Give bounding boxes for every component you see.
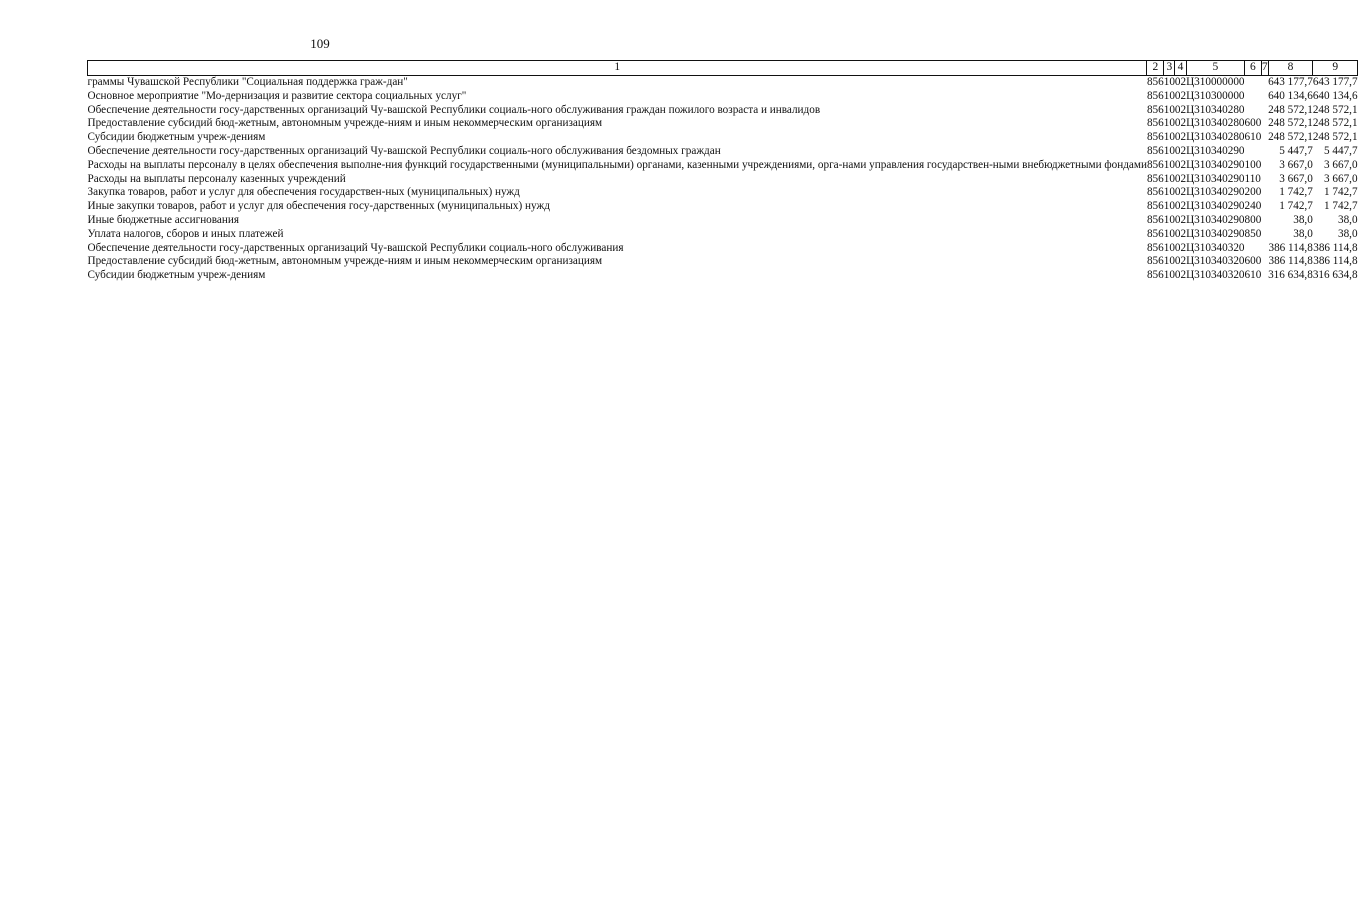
expense-type-code xyxy=(1245,76,1262,90)
col7-value xyxy=(1261,269,1268,283)
ministry-code: 856 xyxy=(1146,117,1164,130)
target-article-code: Ц310340320 xyxy=(1186,269,1245,282)
subsection-code: 02 xyxy=(1174,255,1187,268)
subsection-code: 02 xyxy=(1174,158,1187,171)
expense-type-code: 610 xyxy=(1244,269,1262,282)
expense-type-code: 610 xyxy=(1244,131,1262,144)
expense-type-code xyxy=(1245,242,1262,256)
col7-value xyxy=(1261,131,1268,145)
subsection-code: 02 xyxy=(1174,144,1187,157)
row-name: Предоставление субсидий бюд-жетным, автономным учрежде-ниям и иным некоммерческим организациям xyxy=(87,117,603,130)
col8-amount: 3 667,0 xyxy=(1279,172,1313,185)
header-col-2: 2 xyxy=(1147,61,1164,76)
col8-amount: 386 114,8 xyxy=(1268,241,1313,254)
section-code: 10 xyxy=(1163,172,1175,185)
table-row xyxy=(88,117,1358,131)
target-article-code: Ц310340280 xyxy=(1186,103,1245,116)
col9-amount: 38,0 xyxy=(1337,227,1358,240)
col7-value xyxy=(1261,228,1268,242)
target-article-code: Ц310340280 xyxy=(1186,117,1245,130)
col9-amount: 1 742,7 xyxy=(1324,200,1358,213)
table-row xyxy=(88,255,1358,269)
target-article-code: Ц310300000 xyxy=(1186,89,1245,102)
col9-amount: 643 177,7 xyxy=(1312,76,1358,88)
table-row xyxy=(88,90,1358,104)
row-name: Предоставление субсидий бюд-жетным, автономным учрежде-ниям и иным некоммерческим организациям xyxy=(87,255,603,268)
col8-amount: 38,0 xyxy=(1293,213,1313,226)
target-article-code: Ц310340290 xyxy=(1186,227,1245,240)
table-row xyxy=(88,159,1358,173)
header-col-4: 4 xyxy=(1175,61,1186,76)
subsection-code: 02 xyxy=(1174,186,1187,199)
col7-value xyxy=(1261,76,1268,90)
budget-table xyxy=(87,60,1358,283)
header-col-3: 3 xyxy=(1164,61,1175,76)
subsection-code: 02 xyxy=(1174,117,1187,130)
col9-amount: 3 667,0 xyxy=(1324,172,1358,185)
col9-amount: 248 572,1 xyxy=(1312,117,1358,130)
subsection-code: 02 xyxy=(1174,103,1187,116)
subsection-code: 02 xyxy=(1174,227,1187,240)
col8-amount: 248 572,1 xyxy=(1268,131,1313,144)
target-article-code: Ц310340290 xyxy=(1186,172,1245,185)
subsection-code: 02 xyxy=(1174,269,1187,282)
row-name: Обеспечение деятельности госу-дарственных организаций Чу-вашской Республики социаль-ного обслуживания xyxy=(87,241,624,254)
ministry-code: 856 xyxy=(1146,269,1164,282)
col9-amount: 1 742,7 xyxy=(1324,186,1358,199)
row-name: Иные бюджетные ассигнования xyxy=(87,213,239,226)
row-name: Субсидии бюджетным учреж-дениям xyxy=(87,269,266,282)
ministry-code: 856 xyxy=(1146,213,1164,226)
col9-amount: 386 114,8 xyxy=(1313,241,1358,254)
expense-type-code: 600 xyxy=(1244,255,1262,268)
expense-type-code xyxy=(1245,145,1262,159)
section-code: 10 xyxy=(1163,255,1175,268)
expense-type-code: 240 xyxy=(1244,200,1262,213)
col9-amount: 640 134,6 xyxy=(1312,89,1358,102)
header-col-1: 1 xyxy=(88,61,1147,76)
row-name: Уплата налогов, сборов и иных платежей xyxy=(87,227,284,240)
expense-type-code: 200 xyxy=(1244,186,1262,199)
row-name: Обеспечение деятельности госу-дарственных организаций Чу-вашской Республики социаль-ного обслуживания граждан пожилого возраста и инвалидов xyxy=(87,103,821,116)
ministry-code: 856 xyxy=(1146,158,1164,171)
target-article-code: Ц310340290 xyxy=(1186,186,1245,199)
table-row xyxy=(88,131,1358,145)
header-col-6: 6 xyxy=(1245,61,1262,76)
col7-value xyxy=(1261,117,1268,131)
table-row xyxy=(88,214,1358,228)
header-col-5: 5 xyxy=(1186,61,1244,76)
target-article-code: Ц310340320 xyxy=(1186,255,1245,268)
col9-amount: 316 634,8 xyxy=(1312,269,1358,282)
table-row xyxy=(88,76,1358,90)
expense-type-code xyxy=(1245,90,1262,104)
row-name: Субсидии бюджетным учреж-дениям xyxy=(87,131,266,144)
ministry-code: 856 xyxy=(1146,103,1164,116)
expense-type-code: 110 xyxy=(1244,172,1261,185)
ministry-code: 856 xyxy=(1146,76,1164,88)
col8-amount: 248 572,1 xyxy=(1268,117,1313,130)
header-col-7: 7 xyxy=(1261,61,1268,76)
col8-amount: 248 572,1 xyxy=(1268,103,1313,116)
ministry-code: 856 xyxy=(1146,131,1164,144)
col7-value xyxy=(1261,242,1268,256)
ministry-code: 856 xyxy=(1146,172,1164,185)
section-code: 10 xyxy=(1163,103,1175,116)
section-code: 10 xyxy=(1163,200,1175,213)
section-code: 10 xyxy=(1163,131,1175,144)
target-article-code: Ц310340290 xyxy=(1186,158,1245,171)
section-code: 10 xyxy=(1163,76,1175,88)
row-name: Расходы на выплаты персоналу в целях обеспечения выполне-ния функций государственными (муниципальными) органами, казенными учреждениями, орга-нами управления государствен-ными внебюджетными фондами xyxy=(87,158,1147,171)
subsection-code: 02 xyxy=(1174,172,1187,185)
table-row xyxy=(88,186,1358,200)
header-row xyxy=(88,61,1358,76)
ministry-code: 856 xyxy=(1146,241,1164,254)
row-name: Иные закупки товаров, работ и услуг для обеспечения госу-дарственных (муниципальных) нужд xyxy=(87,200,550,213)
col8-amount: 5 447,7 xyxy=(1279,144,1313,157)
col9-amount: 38,0 xyxy=(1337,213,1358,226)
ministry-code: 856 xyxy=(1146,227,1164,240)
col7-value xyxy=(1261,145,1268,159)
col8-amount: 38,0 xyxy=(1293,227,1313,240)
col7-value xyxy=(1261,104,1268,118)
expense-type-code: 800 xyxy=(1244,213,1262,226)
col8-amount: 640 134,6 xyxy=(1268,89,1313,102)
expense-type-code: 600 xyxy=(1244,117,1262,130)
col8-amount: 1 742,7 xyxy=(1279,200,1313,213)
col7-value xyxy=(1261,255,1268,269)
section-code: 10 xyxy=(1163,144,1175,157)
table-body xyxy=(88,76,1358,283)
col8-amount: 386 114,8 xyxy=(1268,255,1313,268)
row-name: Закупка товаров, работ и услуг для обеспечения государствен-ных (муниципальных) нужд xyxy=(87,186,520,199)
section-code: 10 xyxy=(1163,89,1175,102)
expense-type-code: 850 xyxy=(1244,227,1262,240)
col7-value xyxy=(1261,173,1268,187)
subsection-code: 02 xyxy=(1174,76,1187,88)
section-code: 10 xyxy=(1163,117,1175,130)
subsection-code: 02 xyxy=(1174,89,1187,102)
table-header xyxy=(88,61,1358,76)
table-row xyxy=(88,228,1358,242)
section-code: 10 xyxy=(1163,269,1175,282)
ministry-code: 856 xyxy=(1146,200,1164,213)
target-article-code: Ц310340290 xyxy=(1186,144,1245,157)
subsection-code: 02 xyxy=(1174,200,1187,213)
col8-amount: 3 667,0 xyxy=(1279,158,1313,171)
section-code: 10 xyxy=(1163,186,1175,199)
row-name: граммы Чувашской Республики "Социальная поддержка граж-дан" xyxy=(87,76,408,88)
col9-amount: 5 447,7 xyxy=(1324,144,1358,157)
target-article-code: Ц310340290 xyxy=(1186,200,1245,213)
ministry-code: 856 xyxy=(1146,255,1164,268)
ministry-code: 856 xyxy=(1146,186,1164,199)
col9-amount: 248 572,1 xyxy=(1312,131,1358,144)
target-article-code: Ц310340290 xyxy=(1186,213,1245,226)
section-code: 10 xyxy=(1163,213,1175,226)
target-article-code: Ц310340280 xyxy=(1186,131,1245,144)
col8-amount: 1 742,7 xyxy=(1279,186,1313,199)
section-code: 10 xyxy=(1163,227,1175,240)
col8-amount: 316 634,8 xyxy=(1268,269,1313,282)
target-article-code: Ц310340320 xyxy=(1186,241,1245,254)
expense-type-code: 100 xyxy=(1244,158,1262,171)
subsection-code: 02 xyxy=(1174,131,1187,144)
row-name: Расходы на выплаты персоналу казенных учреждений xyxy=(87,172,346,185)
row-name: Основное мероприятие "Мо-дернизация и развитие сектора социальных услуг" xyxy=(87,89,467,102)
section-code: 10 xyxy=(1163,241,1175,254)
col7-value xyxy=(1261,186,1268,200)
col9-amount: 386 114,8 xyxy=(1313,255,1358,268)
table-row xyxy=(88,269,1358,283)
table-row xyxy=(88,242,1358,256)
subsection-code: 02 xyxy=(1174,241,1187,254)
col9-amount: 3 667,0 xyxy=(1324,158,1358,171)
table-row xyxy=(88,145,1358,159)
target-article-code: Ц310000000 xyxy=(1186,76,1245,88)
page-number: 109 xyxy=(310,36,330,51)
col7-value xyxy=(1261,200,1268,214)
header-col-9: 9 xyxy=(1313,61,1358,76)
col7-value xyxy=(1261,214,1268,228)
expense-type-code xyxy=(1245,104,1262,118)
col8-amount: 643 177,7 xyxy=(1268,76,1313,88)
ministry-code: 856 xyxy=(1146,89,1164,102)
col7-value xyxy=(1261,159,1268,173)
row-name: Обеспечение деятельности госу-дарственных организаций Чу-вашской Республики социаль-ного обслуживания бездомных граждан xyxy=(87,144,721,157)
col9-amount: 248 572,1 xyxy=(1312,103,1358,116)
header-col-8: 8 xyxy=(1268,61,1313,76)
table-row xyxy=(88,104,1358,118)
col7-value xyxy=(1261,90,1268,104)
ministry-code: 856 xyxy=(1146,144,1164,157)
table-row xyxy=(88,173,1358,187)
subsection-code: 02 xyxy=(1174,213,1187,226)
section-code: 10 xyxy=(1163,158,1175,171)
table-row xyxy=(88,200,1358,214)
